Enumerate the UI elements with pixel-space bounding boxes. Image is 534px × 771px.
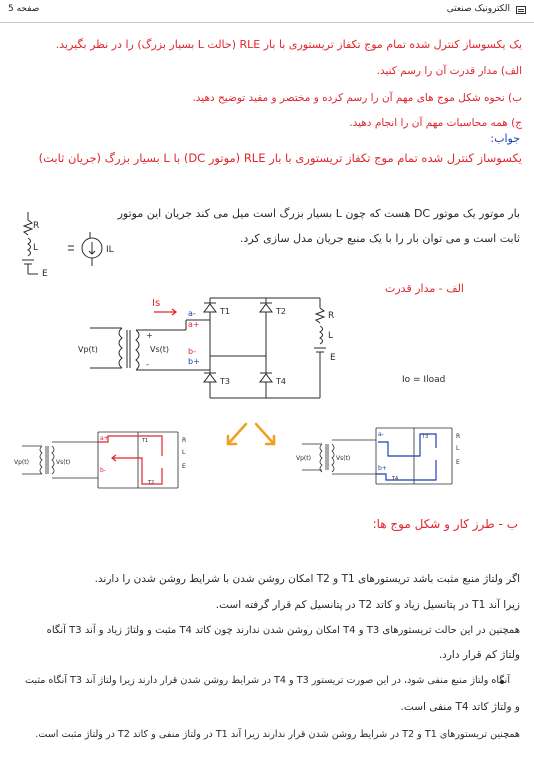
- answer-paragraph-line-1: بار موتور یک موتور DC هست که چون L بسیار بزرگ است میل می کند جریان این موتور: [117, 207, 520, 220]
- Vp-label: Vp(t): [78, 345, 98, 354]
- b-minus-label: b-: [188, 347, 196, 356]
- right-L-label: L: [456, 445, 460, 452]
- source-plus-label: +: [146, 331, 153, 340]
- negative-half-circuit: [296, 424, 476, 490]
- source-minus-label: -: [146, 360, 149, 369]
- bridge-circuit-diagram: [70, 290, 370, 410]
- T4-label: T4: [276, 377, 286, 386]
- positive-half-circuit: [12, 428, 202, 494]
- question-intro: یک یکسوساز کنترل شده تمام موج تکفاز تریستوری با بار RLE (حالت L بسیار بزرگ) را در نظر بگیرید.: [55, 38, 522, 51]
- thyristor-T2-icon: [260, 304, 272, 312]
- T2-label: T2: [276, 307, 286, 316]
- question-part-a: الف) مدار قدرت آن را رسم کنید.: [376, 65, 522, 77]
- R-label: R: [328, 311, 335, 321]
- document-title: الکترونیک صنعتی: [446, 4, 510, 14]
- model-R-label: R: [33, 221, 40, 231]
- model-IL-label: IL: [106, 245, 114, 255]
- Is-label: Is: [152, 298, 161, 309]
- body-line-7: همچنین تریستورهای T1 و T2 در شرایط روشن شدن قرار ندارند زیرا آند T1 در ولتاژ منفی و کاتد T2 در ولتاژ مثبت است.: [35, 729, 520, 740]
- right-E-label: E: [456, 459, 460, 466]
- L-label: L: [328, 331, 334, 341]
- answer-heading: یکسوساز کنترل شده تمام موج تکفاز تریستوری با بار RLE (موتور DC) با L بسیار بزرگ (جریان ثابت): [38, 151, 522, 165]
- body-line-3: همچنین در این حالت تریستورهای T3 و T4 امکان روشن شدن ندارند چون کاتد T4 مثبت و ولتاژ زیاد و آند T3 آنگاه: [46, 625, 520, 636]
- question-part-c: ج) همه محاسبات مهم آن را انجام دهید.: [349, 117, 522, 129]
- body-line-1: اگر ولتاژ منبع مثبت باشد تریستورهای T1 و T2 امکان روشن شدن با شرایط روشن شدن را دارند.: [94, 573, 520, 585]
- page-number: صفحه 5: [8, 4, 40, 14]
- left-a-plus-label: a+: [100, 435, 109, 442]
- T3-label: T3: [220, 377, 230, 386]
- io-equation: [402, 370, 472, 386]
- book-icon: [516, 6, 526, 14]
- right-T4-label: T4: [392, 476, 399, 482]
- right-Vs-label: Vs(t): [336, 455, 351, 462]
- left-b-minus-label: b-: [100, 467, 106, 474]
- model-L-label: L: [33, 243, 39, 253]
- a-minus-label: a-: [188, 309, 196, 318]
- left-R-label: R: [182, 437, 187, 444]
- thyristor-T4-icon: [260, 374, 272, 382]
- left-E-label: E: [182, 463, 186, 470]
- thyristor-T3-icon: [204, 374, 216, 382]
- right-a-minus-label: a-: [378, 431, 384, 438]
- Vs-label: Vs(t): [150, 345, 170, 354]
- left-T2-label: T2: [148, 480, 155, 486]
- section-a-label: الف - مدار قدرت: [385, 282, 464, 295]
- right-R-label: R: [456, 433, 461, 440]
- io-equation-text: Io = Iload: [402, 375, 446, 385]
- left-Vp-label: Vp(t): [14, 459, 29, 466]
- left-T1-label: T1: [142, 438, 149, 444]
- answer-paragraph-line-2: ثابت است و می توان بار را با یک منبع جریان مدل سازی کرد.: [239, 232, 520, 245]
- right-T3-label: T3: [422, 434, 429, 440]
- b-plus-label: b+: [188, 357, 200, 366]
- orange-arrows: [218, 420, 288, 450]
- answer-label: جواب:: [490, 132, 520, 145]
- left-Vs-label: Vs(t): [56, 459, 71, 466]
- left-L-label: L: [182, 449, 186, 456]
- load-model-diagram: [12, 212, 122, 282]
- body-line-5: آنگاه ولتاژ منبع منفی شود، در این صورت تریستور T3 و T4 در شرایط روشن شدن قرار دارند زیرا ولتاژ آند T3 آنگاه مثبت: [25, 675, 510, 686]
- right-Vp-label: Vp(t): [296, 455, 311, 462]
- question-part-b: ب) نحوه شکل موج های مهم آن را رسم کرده و مختصر و مفید توضیح دهید.: [192, 92, 522, 104]
- a-plus-label: a+: [188, 320, 200, 329]
- body-line-4: ولتاژ کم قرار دارد.: [438, 649, 520, 661]
- right-b-plus-label: b+: [378, 465, 387, 472]
- model-E-label: E: [42, 269, 48, 279]
- page-header: [0, 0, 534, 23]
- body-line-6: و ولتاژ کاتد T4 منفی است.: [400, 701, 520, 713]
- T1-label: T1: [220, 307, 230, 316]
- E-label: E: [330, 353, 336, 363]
- body-line-2: زیرا آند T1 در پتانسیل زیاد و کاتد T2 در پتانسیل کم قرار گرفته است.: [215, 599, 520, 611]
- section-b-heading: ب - طرز کار و شکل موج ها:: [372, 517, 518, 531]
- thyristor-T1-icon: [204, 304, 216, 312]
